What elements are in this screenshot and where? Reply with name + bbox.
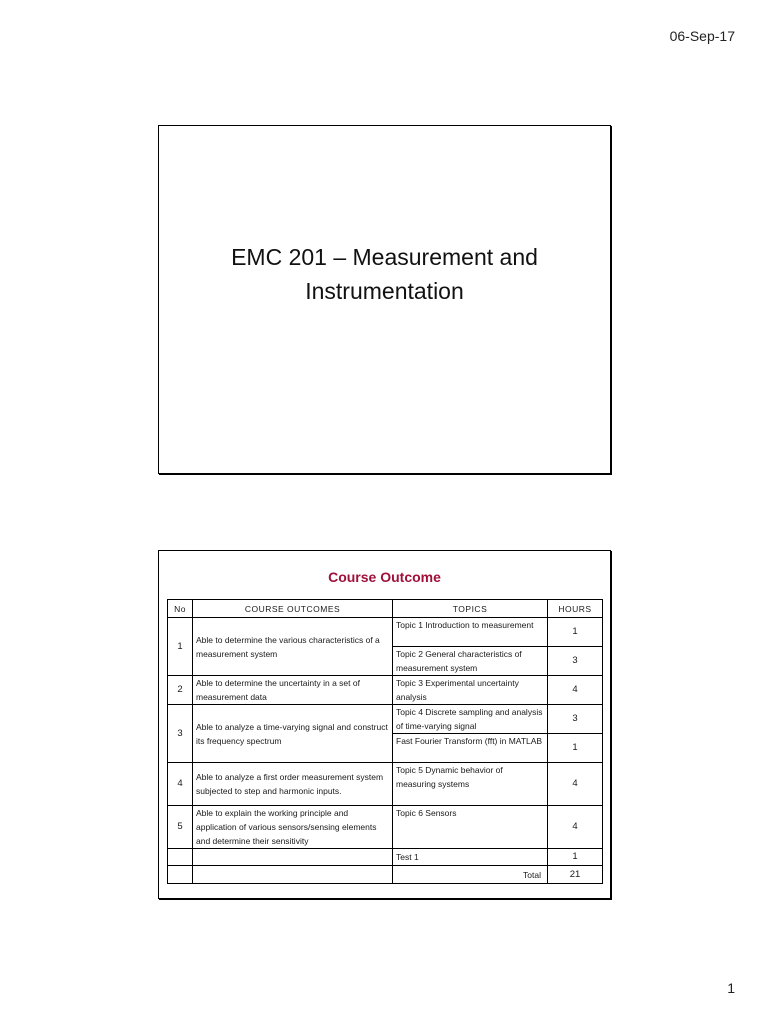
row-outcome: Able to explain the working principle and application of various sensors/sensing elements and determine their sensitivity [193,806,393,849]
row-outcome: Able to analyze a time-varying signal and construct its frequency spectrum [193,705,393,763]
row-topic: Topic 2 General characteristics of measurement system [393,647,548,676]
row-topic: Fast Fourier Transform (fft) in MATLAB [393,734,548,763]
row-topic: Topic 3 Experimental uncertainty analysis [393,676,548,705]
total-row [168,866,603,884]
row-outcome: Able to determine the uncertainty in a set of measurement data [193,676,393,705]
course-outcome-slide [158,550,611,899]
row-hours: 1 [548,734,603,763]
course-outcome-table [167,599,603,884]
row-no: 1 [168,618,193,676]
row-hours: 4 [548,806,603,849]
row-topic: Topic 4 Discrete sampling and analysis of time-varying signal [393,705,548,734]
table-row [168,806,603,849]
test-row-no [168,849,193,866]
course-outcome-title: Course Outcome [328,569,441,585]
row-no: 5 [168,806,193,849]
header-no: No [168,600,193,618]
row-hours: 3 [548,705,603,734]
slide-title-line-1: EMC 201 – Measurement and [231,244,538,270]
row-no: 3 [168,705,193,763]
total-row-no [168,866,193,884]
table-row [168,705,603,734]
row-no: 4 [168,763,193,806]
row-outcome: Able to determine the various characteristics of a measurement system [193,618,393,676]
slide-title [159,240,610,308]
page-date: 06-Sep-17 [669,28,735,44]
row-topic: Topic 5 Dynamic behavior of measuring systems [393,763,548,806]
row-hours: 4 [548,676,603,705]
total-label: Total [393,866,548,884]
test-row-outcome [193,849,393,866]
total-row-outcome [193,866,393,884]
header-topics: TOPICS [393,600,548,618]
header-course-outcomes: COURSE OUTCOMES [193,600,393,618]
header-hours: HOURS [548,600,603,618]
row-topic: Topic 1 Introduction to measurement [393,618,548,647]
table-row [168,763,603,806]
row-hours: 1 [548,618,603,647]
test-row-topic: Test 1 [393,849,548,866]
slide-title-line-2: Instrumentation [305,278,464,304]
total-hours: 21 [548,866,603,884]
row-outcome: Able to analyze a first order measurement system subjected to step and harmonic inputs. [193,763,393,806]
table-row [168,618,603,647]
row-hours: 4 [548,763,603,806]
table-header-row [168,600,603,618]
row-topic: Topic 6 Sensors [393,806,548,849]
row-no: 2 [168,676,193,705]
test-row-hours: 1 [548,849,603,866]
test-row [168,849,603,866]
row-hours: 3 [548,647,603,676]
page-number: 1 [727,980,735,996]
title-slide [158,125,611,474]
table-row [168,676,603,705]
